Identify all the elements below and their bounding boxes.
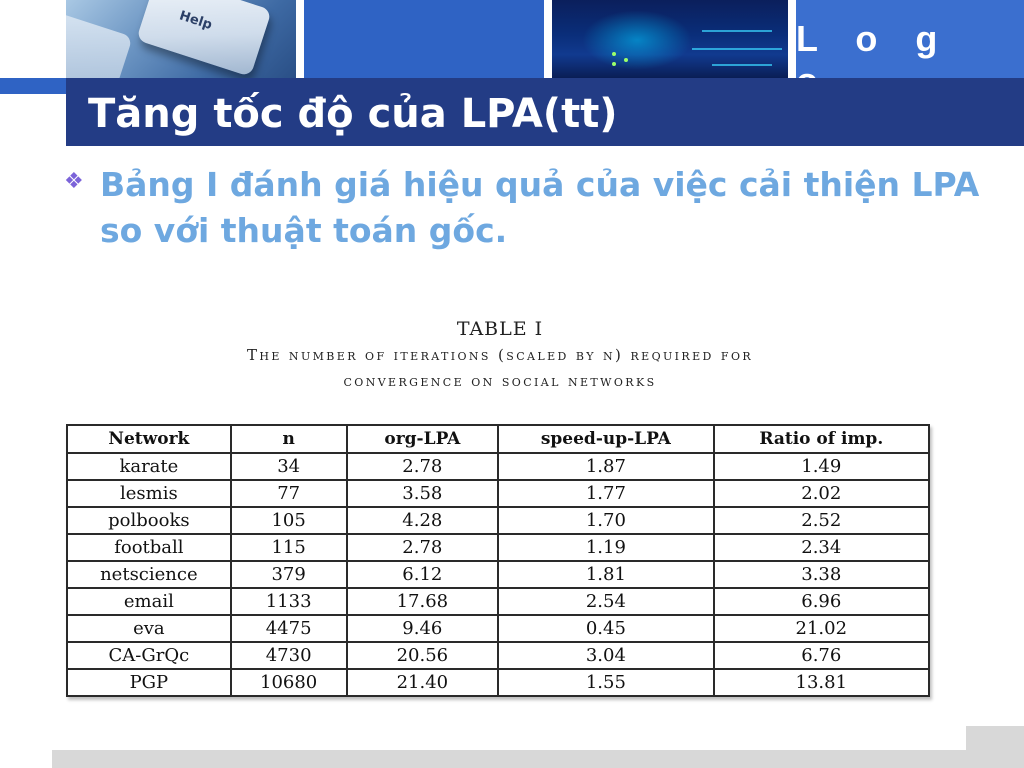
- cell-n: 34: [231, 453, 347, 480]
- table-header-row: [67, 425, 929, 453]
- table-row: [67, 669, 929, 696]
- cell-speed-up-lpa: 2.54: [498, 588, 713, 615]
- cell-ratio: 13.81: [714, 669, 929, 696]
- table-row: [67, 453, 929, 480]
- table-caption-title: TABLE I: [456, 318, 544, 340]
- cell-n: 105: [231, 507, 347, 534]
- cell-ratio: 3.38: [714, 561, 929, 588]
- cell-network: netscience: [67, 561, 231, 588]
- cell-network: football: [67, 534, 231, 561]
- cell-network: email: [67, 588, 231, 615]
- cell-ratio: 6.96: [714, 588, 929, 615]
- cell-n: 115: [231, 534, 347, 561]
- footer-bar: [52, 750, 1024, 768]
- cell-speed-up-lpa: 0.45: [498, 615, 713, 642]
- circuit-trace: [692, 48, 782, 50]
- table-row: [67, 480, 929, 507]
- cell-org-lpa: 20.56: [347, 642, 499, 669]
- circuit-trace: [702, 30, 772, 32]
- help-key-label: Help: [177, 8, 214, 34]
- diamond-bullet-icon: ❖: [64, 169, 84, 194]
- cell-ratio: 6.76: [714, 642, 929, 669]
- table-row: [67, 588, 929, 615]
- cell-speed-up-lpa: 3.04: [498, 642, 713, 669]
- cell-n: 379: [231, 561, 347, 588]
- iterations-table: [66, 424, 930, 697]
- cell-org-lpa: 6.12: [347, 561, 499, 588]
- cell-org-lpa: 4.28: [347, 507, 499, 534]
- help-key-image: [136, 0, 272, 77]
- cell-speed-up-lpa: 1.70: [498, 507, 713, 534]
- table-caption-line: The number of iterations (scaled by n) required for: [246, 346, 754, 364]
- cell-network: eva: [67, 615, 231, 642]
- cell-n: 10680: [231, 669, 347, 696]
- cell-speed-up-lpa: 1.81: [498, 561, 713, 588]
- header-blue-block: [304, 0, 544, 78]
- keyboard-key-image: [66, 6, 133, 78]
- table-row: [67, 642, 929, 669]
- cell-speed-up-lpa: 1.87: [498, 453, 713, 480]
- table-row: [67, 507, 929, 534]
- cell-ratio: 1.49: [714, 453, 929, 480]
- cell-n: 77: [231, 480, 347, 507]
- cell-speed-up-lpa: 1.77: [498, 480, 713, 507]
- cell-network: karate: [67, 453, 231, 480]
- cell-org-lpa: 17.68: [347, 588, 499, 615]
- table-row: [67, 534, 929, 561]
- cell-org-lpa: 2.78: [347, 534, 499, 561]
- cell-ratio: 21.02: [714, 615, 929, 642]
- cell-org-lpa: 9.46: [347, 615, 499, 642]
- cell-speed-up-lpa: 1.55: [498, 669, 713, 696]
- bullet-text: Bảng I đánh giá hiệu quả của việc cải thiện LPA so với thuật toán gốc.: [100, 165, 980, 250]
- table-row: [67, 615, 929, 642]
- cell-speed-up-lpa: 1.19: [498, 534, 713, 561]
- circuit-glow: [582, 10, 692, 70]
- cell-network: PGP: [67, 669, 231, 696]
- circuit-board-image: [552, 0, 788, 78]
- cell-n: 1133: [231, 588, 347, 615]
- cell-network: polbooks: [67, 507, 231, 534]
- circuit-led: [624, 58, 628, 62]
- title-left-accent: [0, 78, 66, 94]
- cell-org-lpa: 3.58: [347, 480, 499, 507]
- header-org-lpa: org-LPA: [347, 425, 499, 453]
- cell-org-lpa: 2.78: [347, 453, 499, 480]
- logo-box: [796, 0, 1024, 78]
- cell-n: 4730: [231, 642, 347, 669]
- cell-n: 4475: [231, 615, 347, 642]
- table-row: [67, 561, 929, 588]
- keyboard-help-image: [66, 0, 296, 78]
- title-left-gap: [0, 94, 66, 146]
- cell-ratio: 2.02: [714, 480, 929, 507]
- cell-network: CA-GrQc: [67, 642, 231, 669]
- cell-network: lesmis: [67, 480, 231, 507]
- header-speed-up-lpa: speed-up-LPA: [498, 425, 713, 453]
- circuit-led: [612, 62, 616, 66]
- slide-title: Tăng tốc độ của LPA(tt): [88, 91, 618, 137]
- cell-org-lpa: 21.40: [347, 669, 499, 696]
- table-caption-line: convergence on social networks: [343, 372, 657, 390]
- circuit-led: [612, 52, 616, 56]
- logo-text: L o g: [796, 18, 952, 59]
- circuit-trace: [712, 64, 772, 66]
- cell-ratio: 2.34: [714, 534, 929, 561]
- cell-ratio: 2.52: [714, 507, 929, 534]
- header-ratio: Ratio of imp.: [714, 425, 929, 453]
- header-n: n: [231, 425, 347, 453]
- header-network: Network: [67, 425, 231, 453]
